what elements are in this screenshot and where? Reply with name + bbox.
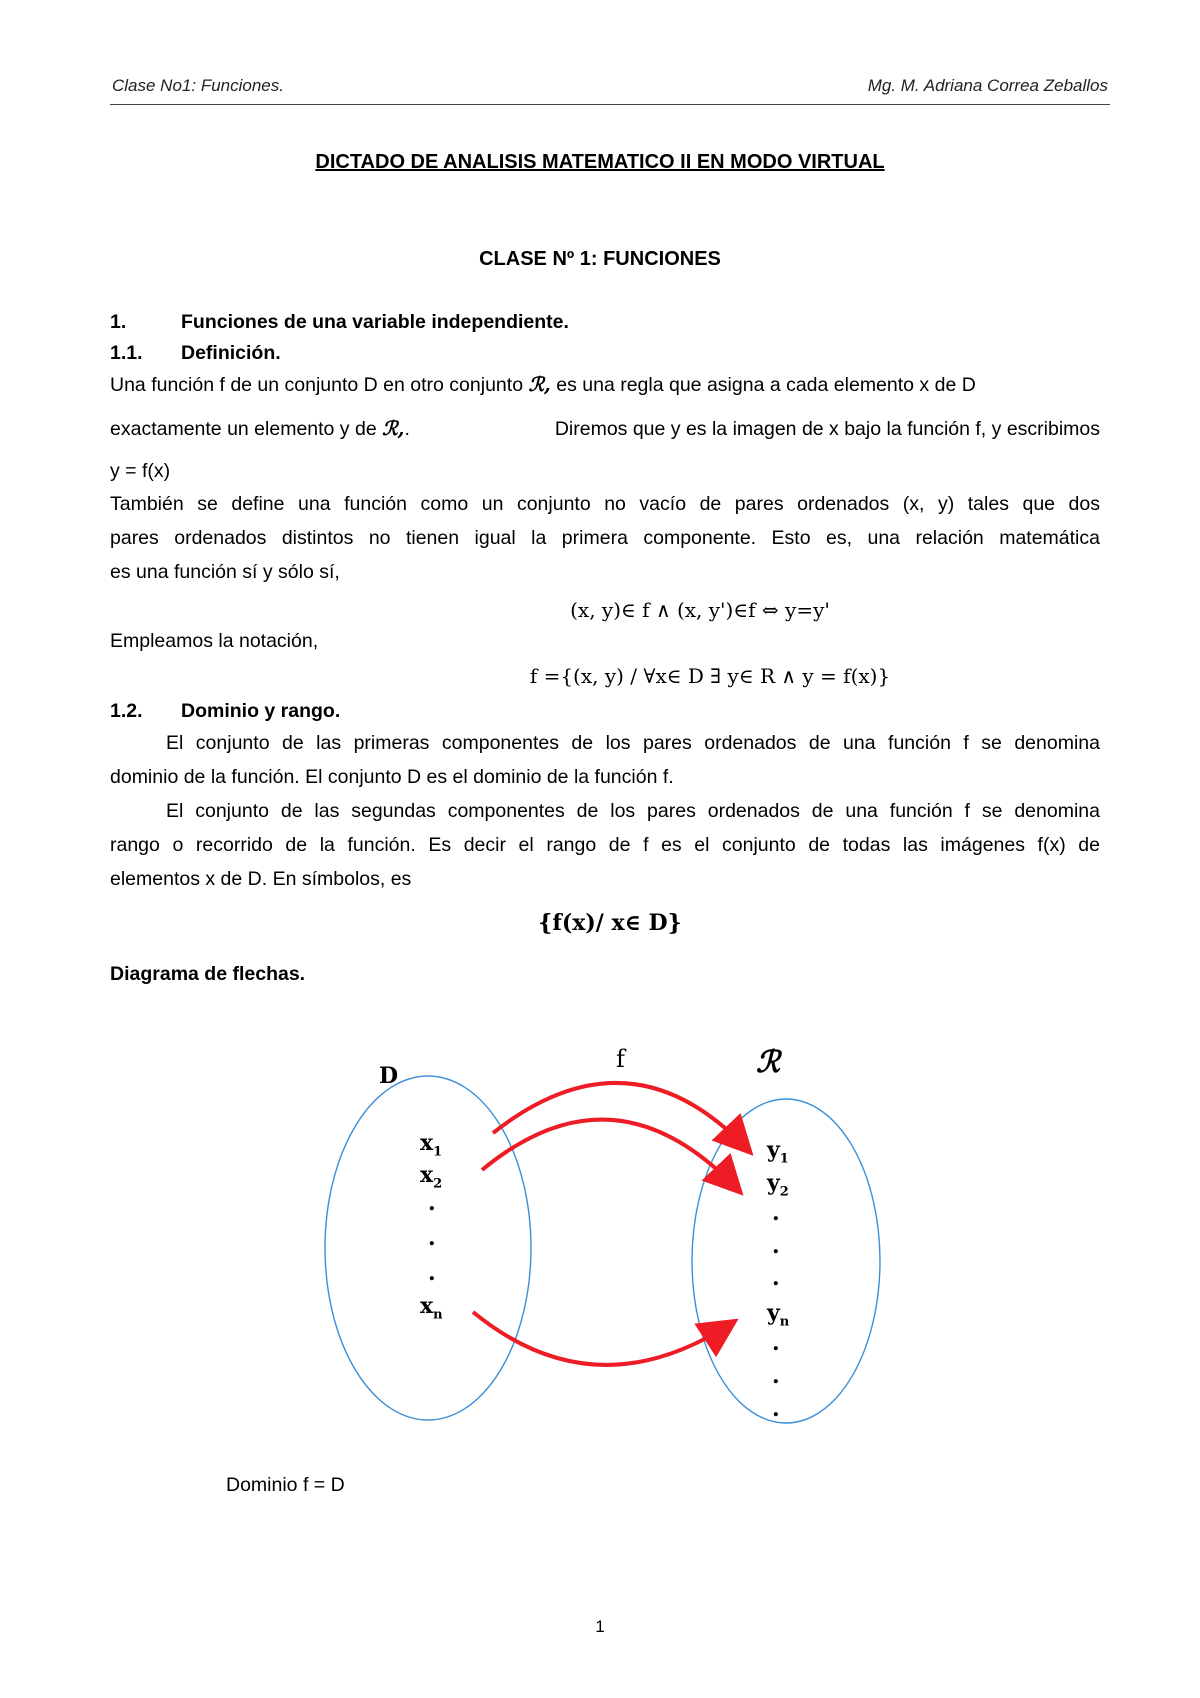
class-subtitle: CLASE Nº 1: FUNCIONES	[479, 248, 721, 270]
x-dot-3: .	[428, 1260, 436, 1286]
domain-line-2: dominio de la función. El conjunto D es el dominio de la función f.	[110, 766, 674, 788]
section-1-title: Funciones de una variable independiente.	[181, 311, 569, 333]
section-1-1-title: Definición.	[181, 342, 281, 364]
range-line-1: El conjunto de las segundas componentes de los pares ordenados de una función f se denomina	[166, 800, 1100, 822]
formula-uniqueness: (x, y)∈ f ∧ (x, y')∈f ⇔ y=y'	[570, 598, 830, 622]
definition-line-1: Una función f de un conjunto D en otro conjunto ℛ, es una regla que asigna a cada elemento x de D	[110, 373, 976, 396]
notation-line: Empleamos la notación,	[110, 630, 319, 652]
range-symbol-2: ℛ,	[382, 417, 405, 440]
y-dot-2: .	[772, 1233, 780, 1259]
range-line-2: rango o recorrido de la función. Es decir el rango de f es el conjunto de todas las imágenes f(x) de	[110, 834, 1100, 856]
y-dot-6: .	[772, 1396, 780, 1422]
definition-line-6: es una función sí y sólo sí,	[110, 561, 340, 583]
document-title: DICTADO DE ANALISIS MATEMATICO II EN MODO VIRTUAL	[315, 151, 885, 173]
definition-line-4: También se define una función como un conjunto no vacío de pares ordenados (x, y) tales que dos	[110, 493, 1100, 515]
y-dot-3: .	[772, 1265, 780, 1291]
x-item-2: $x_2$	[420, 1162, 443, 1192]
function-label: f	[616, 1045, 625, 1073]
definition-line-2: exactamente un elemento y de ℛ,. Diremos que y es la imagen de x bajo la función f, y escribimos	[110, 417, 1100, 440]
range-symbol: ℛ,	[528, 373, 551, 396]
domain-line-1: El conjunto de las primeras componentes de los pares ordenados de una función f se denomina	[166, 732, 1100, 754]
x-item-1: $x_1$	[420, 1130, 443, 1160]
range-label: ℛ	[756, 1045, 780, 1080]
section-1-number: 1.	[110, 311, 127, 333]
definition-line-5: pares ordenados distintos no tienen igual la primera componente. Esto es, una relación matemática	[110, 527, 1100, 549]
y-item-2: $y_2$	[767, 1170, 789, 1200]
section-1-2-number: 1.2.	[110, 700, 143, 722]
diagram-heading: Diagrama de flechas.	[110, 963, 306, 985]
y-dot-4: .	[772, 1330, 780, 1356]
section-1-2-title: Dominio y rango.	[181, 700, 341, 722]
section-1-1-number: 1.1.	[110, 342, 143, 364]
x-dot-1: .	[428, 1190, 436, 1216]
y-dot-5: .	[772, 1363, 780, 1389]
range-line-3: elementos x de D. En símbolos, es	[110, 868, 412, 890]
arrow-xn-yn	[473, 1312, 732, 1365]
header-left: Clase No1: Funciones.	[112, 76, 284, 95]
formula-function-set: f ={(x, y) / ∀x∈ D ∃ y∈ R ∧ y = f(x)}	[529, 664, 891, 688]
x-item-n: $x_n$	[420, 1293, 443, 1323]
y-item-n: $y_n$	[767, 1300, 790, 1330]
definition-line-3: y = f(x)	[110, 460, 171, 482]
formula-range-set: {f(x)/ x∈ D}	[538, 910, 682, 936]
arrow-x2-y2	[482, 1120, 738, 1190]
y-item-1: $y_1$	[767, 1137, 789, 1167]
arrow-x1-y1	[493, 1083, 748, 1150]
x-dot-2: .	[428, 1225, 436, 1251]
header-right: Mg. M. Adriana Correa Zeballos	[867, 76, 1108, 95]
y-dot-1: .	[772, 1200, 780, 1226]
domain-label: D	[379, 1063, 399, 1089]
domain-caption: Dominio f = D	[226, 1474, 345, 1496]
page-number: 1	[595, 1617, 605, 1636]
